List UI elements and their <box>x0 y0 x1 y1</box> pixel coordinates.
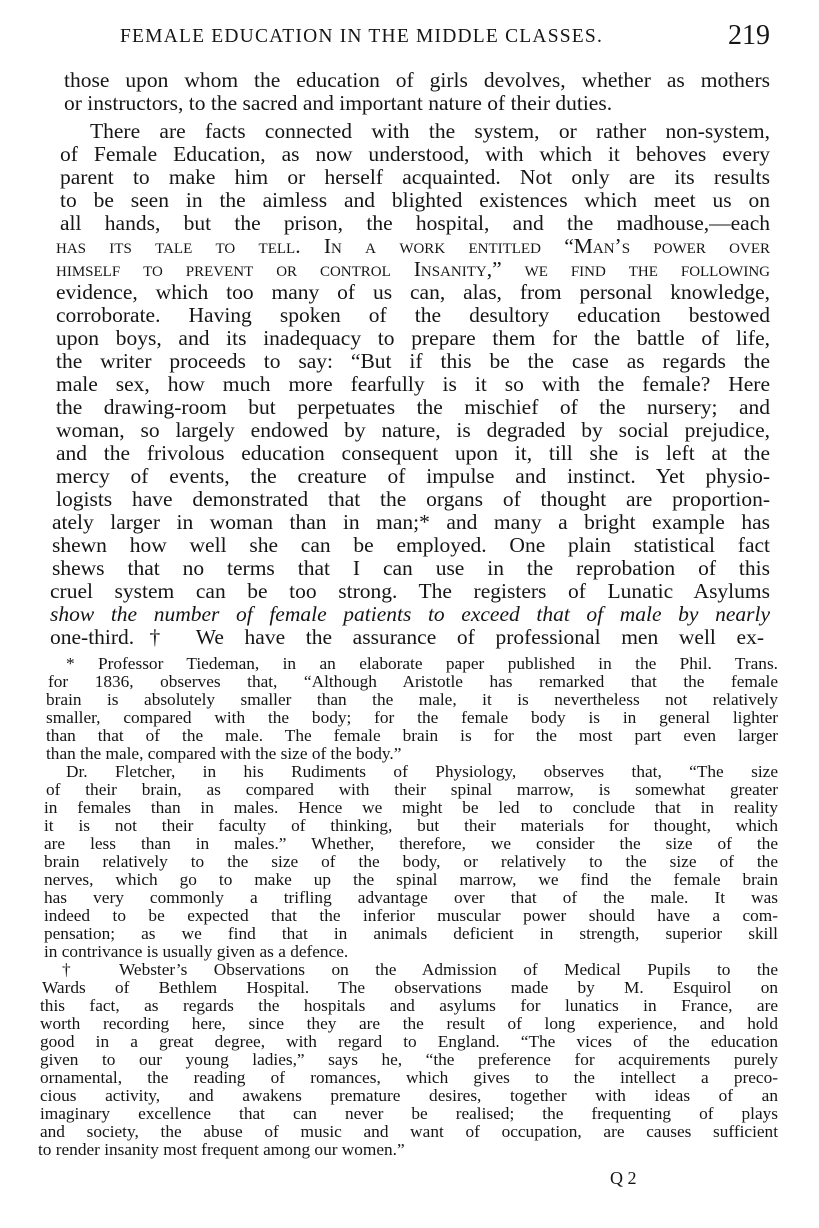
footnote-line: indeed to be expected that the inferior muscular power should have a com- <box>44 906 778 925</box>
footnote-line: Wards of Bethlem Hospital. The observations made by M. Esquirol on <box>42 978 778 997</box>
body-line: cruel system can be too strong. The registers of Lunatic Asylums <box>50 579 770 603</box>
footnote-line: * Professor Tiedeman, in an elaborate paper published in the Phil. Trans. <box>66 654 778 673</box>
footnote-line: worth recording here, since they are the result of long experience, and hold <box>40 1014 778 1033</box>
footnote-line: smaller, compared with the body; for the female body is in general lighter <box>46 708 778 727</box>
page-number: 219 <box>728 20 770 51</box>
footnote-line: pensation; as we find that in animals deficient in strength, superior skill <box>44 924 778 943</box>
footnote-line: than the male, compared with the size of the body.” <box>46 744 402 763</box>
footnote-line: cious activity, and awakens premature desires, together with ideas of an <box>40 1086 778 1105</box>
body-line: the writer proceeds to say: “But if this be the case as regards the <box>56 349 770 373</box>
body-line: woman, so largely endowed by nature, is degraded by social prejudice, <box>56 418 770 442</box>
footnote-line: it is not their faculty of thinking, but their materials for thought, which <box>44 816 778 835</box>
body-line: one-third.† We have the assurance of professional men well ex- <box>50 625 764 649</box>
footnote-line: than that of the male. The female brain is for the most part even larger <box>46 726 778 745</box>
footnote-line: brain is absolutely smaller than the male, it is nevertheless not relatively <box>46 690 778 709</box>
body-line: himself to prevent or control Insanity,” we find the following <box>56 257 770 281</box>
footnote-line: and society, the abuse of music and want of occupation, are causes sufficient <box>40 1122 778 1141</box>
footnote-line: Dr. Fletcher, in his Rudiments of Physiology, observes that, “The size <box>66 762 778 781</box>
footnote-line: to render insanity most frequent among our women.” <box>38 1140 405 1159</box>
footnote-line: brain relatively to the size of the body, or relatively to the size of the <box>44 852 778 871</box>
page-header <box>0 22 819 54</box>
body-line: to be seen in the aimless and blighted existences which meet us on <box>60 188 770 212</box>
body-line: corroborate. Having spoken of the desultory education bestowed <box>56 303 770 327</box>
body-line: shewn how well she can be employed. One plain statistical fact <box>52 533 770 557</box>
body-line: logists have demonstrated that the organs of thought are proportion- <box>56 487 770 511</box>
footnote-line: † Webster’s Observations on the Admission of Medical Pupils to the <box>62 960 778 979</box>
body-line: show the number of female patients to exceed that of male by nearly <box>50 602 770 626</box>
body-line: the drawing-room but perpetuates the mischief of the nursery; and <box>56 395 770 419</box>
footnote-line: are less than in males.” Whether, therefore, we consider the size of the <box>44 834 778 853</box>
footnote-line: nerves, which go to make up the spinal marrow, we find the female brain <box>44 870 778 889</box>
footnote-line: good in a great degree, with regard to England. “The vices of the education <box>40 1032 778 1051</box>
body-line: and the frivolous education consequent upon it, till she is left at the <box>56 441 770 465</box>
body-line: upon boys, and its inadequacy to prepare them for the battle of life, <box>56 326 770 350</box>
body-line: has its tale to tell. In a work entitled “Man’s power over <box>56 234 770 258</box>
footnote-line: in females than in males. Hence we might be led to conclude that in reality <box>44 798 778 817</box>
body-line: mercy of events, the creature of impulse and instinct. Yet physio- <box>56 464 770 488</box>
footnote-line: this fact, as regards the hospitals and asylums for lunatics in France, are <box>40 996 778 1015</box>
footnote-line: ornamental, the reading of romances, which gives to the intellect a preco- <box>40 1068 778 1087</box>
footnote-line: given to our young ladies,” says he, “the preference for acquirements purely <box>40 1050 778 1069</box>
body-line: all hands, but the prison, the hospital, and the madhouse,—each <box>60 211 770 235</box>
footnote-line: of their brain, as compared with their spinal marrow, is somewhat greater <box>46 780 778 799</box>
running-title: FEMALE EDUCATION IN THE MIDDLE CLASSES. <box>120 26 604 47</box>
body-line: parent to make him or herself acquainted. Not only are its results <box>60 165 770 189</box>
signature-mark: Q 2 <box>610 1168 637 1188</box>
footnote-line: has very commonly a trifling advantage over that of the male. It was <box>44 888 778 907</box>
body-line: those upon whom the education of girls devolves, whether as mothers <box>64 68 770 92</box>
footnote-line: imaginary excellence that can never be realised; the frequenting of plays <box>40 1104 778 1123</box>
body-line: male sex, how much more fearfully is it so with the female? Here <box>56 372 770 396</box>
body-line: ately larger in woman than in man;* and many a bright example has <box>52 510 770 534</box>
body-line: or instructors, to the sacred and important nature of their duties. <box>64 91 613 115</box>
footnote-line: in contrivance is usually given as a defence. <box>44 942 349 961</box>
body-line: There are facts connected with the system, or rather non-system, <box>90 119 770 143</box>
footnote-line: for 1836, observes that, “Although Aristotle has remarked that the female <box>48 672 778 691</box>
body-line: of Female Education, as now understood, with which it behoves every <box>60 142 770 166</box>
body-line: evidence, which too many of us can, alas, from personal knowledge, <box>56 280 770 304</box>
body-line: shews that no terms that I can use in the reprobation of this <box>52 556 770 580</box>
